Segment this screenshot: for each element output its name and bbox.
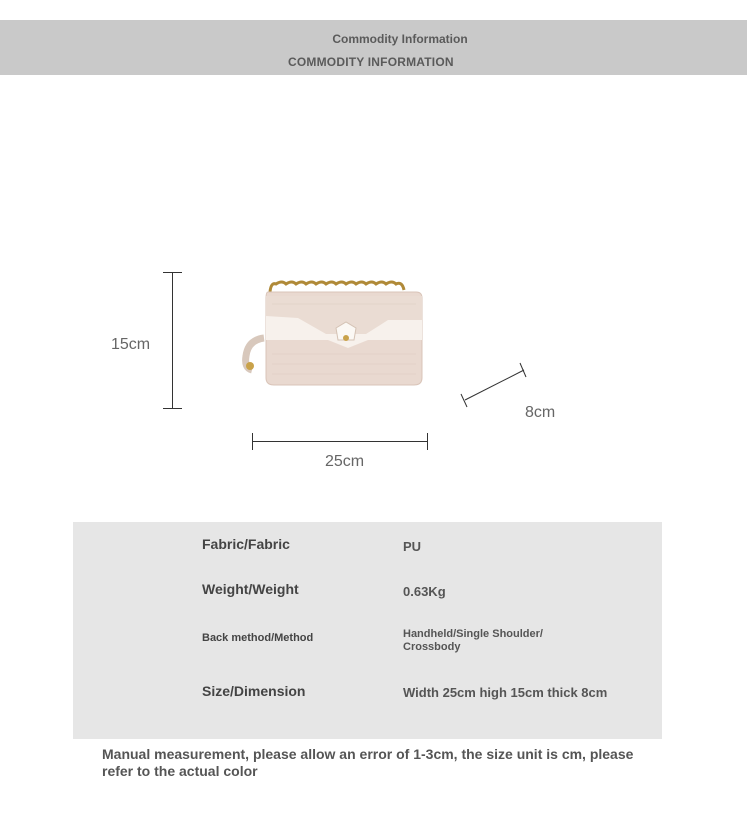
spec-value: Width 25cm high 15cm thick 8cm: [403, 685, 608, 700]
width-dimension-cap-left: [252, 433, 253, 450]
height-dimension-cap-bottom: [163, 408, 182, 409]
header-title: Commodity Information: [332, 32, 468, 46]
depth-label: 8cm: [525, 404, 556, 421]
spec-key: Fabric/Fabric: [202, 536, 290, 552]
height-dimension-cap-top: [163, 272, 182, 273]
spec-value: Handheld/Single Shoulder/ Crossbody: [403, 628, 543, 653]
height-dimension-line: [172, 272, 173, 409]
height-label: 15cm: [111, 336, 151, 353]
spec-table: [73, 522, 662, 739]
measurement-note: Manual measurement, please allow an error of 1-3cm, the size unit is cm, please refer to the actual color: [102, 746, 634, 779]
handbag-image: [238, 278, 428, 393]
spec-key: Size/Dimension: [202, 683, 306, 699]
width-dimension-line: [253, 441, 428, 442]
width-dimension-cap-right: [427, 433, 428, 450]
spec-value: PU: [403, 539, 422, 554]
spec-key: Weight/Weight: [202, 581, 299, 597]
header-subtitle: COMMODITY INFORMATION: [288, 55, 454, 69]
spec-key: Back method/Method: [202, 632, 314, 644]
width-label: 25cm: [325, 453, 365, 470]
spec-value: 0.63Kg: [403, 584, 446, 599]
depth-dimension-line: [458, 360, 533, 412]
header-banner: [0, 20, 747, 75]
